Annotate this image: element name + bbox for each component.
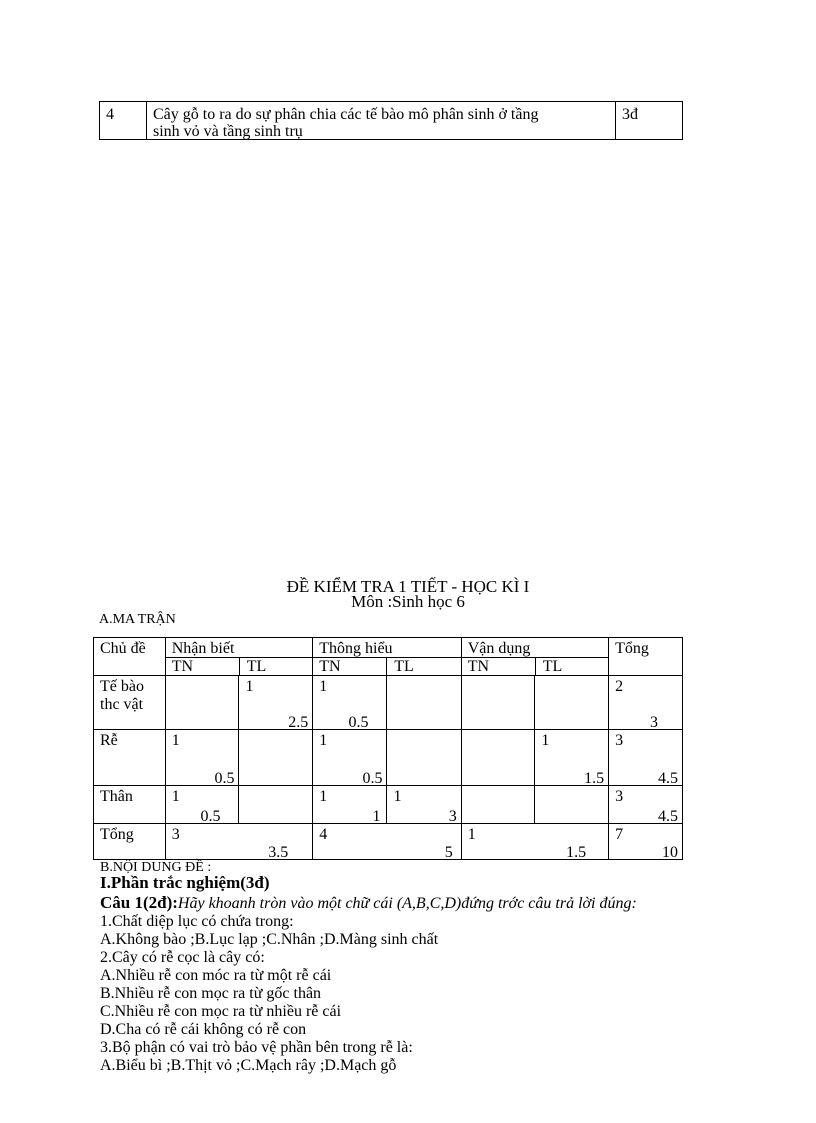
cell-total: 3 4.5	[609, 730, 683, 786]
cell	[239, 786, 313, 824]
q1-instruction: Hãy khoanh tròn vào một chữ cái (A,B,C,D)đứng trớc câu trả lời đúng:	[177, 895, 637, 912]
question-1	[100, 894, 637, 913]
sub-tl: TL	[394, 658, 414, 675]
content-line: 3.Bộ phận có vai trò bảo vệ phần bên trong rễ là:	[100, 1039, 413, 1056]
cell	[387, 676, 461, 730]
cell	[165, 676, 239, 730]
q1-label: Câu 1(2đ):	[100, 893, 178, 912]
content-line: C.Nhiều rễ con mọc ra từ nhiều rễ cái	[100, 1003, 342, 1020]
cell: 3 3.5	[165, 824, 312, 860]
header-total: Tổng	[609, 638, 683, 676]
cell: 1 1.5	[461, 824, 608, 860]
sub-tn: TN	[467, 658, 490, 675]
row-score: 3đ	[616, 102, 683, 140]
sub-tl: TL	[542, 658, 563, 675]
table-row	[94, 786, 683, 824]
row-text-line2: sinh vỏ và tầng sinh trụ	[153, 123, 303, 140]
content-line: B.Nhiều rễ con mọc ra từ gốc thân	[100, 985, 322, 1002]
sub-tn: TN	[319, 658, 341, 675]
section-a-heading: A.MA TRẬN	[99, 612, 176, 627]
exam-title: ĐỀ KIỂM TRA 1 TIẾT - HỌC KÌ I	[286, 577, 530, 596]
table-row	[94, 676, 683, 730]
cell: 1 0.5	[165, 786, 239, 824]
top-question-table	[99, 101, 683, 140]
sub-tn: TN	[171, 658, 194, 675]
cell-total: 3 4.5	[609, 786, 683, 824]
cell	[461, 676, 535, 730]
cell: 1 0.5	[165, 730, 239, 786]
row-label: Tổng	[94, 824, 166, 860]
header-understanding: Thông hiểu TN TL	[313, 638, 461, 676]
cell	[535, 786, 609, 824]
part1-heading: I.Phần trắc nghiệm(3đ)	[100, 873, 270, 892]
sub-tl: TL	[246, 658, 267, 675]
row-label: Thân	[94, 786, 166, 824]
row-text	[147, 102, 616, 140]
cell-total: 7 10	[609, 824, 683, 860]
cell-total: 2 3	[609, 676, 683, 730]
content-line: 1.Chất diệp lục có chứa trong:	[100, 913, 294, 930]
row-number: 4	[100, 102, 147, 140]
cell: 1 0.5	[313, 676, 387, 730]
section-b-heading: B.NỘI DUNG ĐỀ :	[100, 860, 212, 875]
content-line: 2.Cây có rễ cọc là cây có:	[100, 949, 265, 966]
row-label: Tế bào thc vật	[94, 676, 166, 730]
header-application: Vận dụng TN TL	[461, 638, 608, 676]
cell	[535, 676, 609, 730]
exam-subject: Môn :Sinh học 6	[351, 592, 465, 611]
row-text-line1: Cây gỗ to ra do sự phân chia các tế bào mô phân sinh ở tầng	[153, 106, 539, 123]
cell: 1 1	[313, 786, 387, 824]
cell	[461, 730, 535, 786]
table-row	[94, 730, 683, 786]
table-row-total	[94, 824, 683, 860]
cell: 1 0.5	[313, 730, 387, 786]
content-line: A.Biểu bì ;B.Thịt vỏ ;C.Mạch rây ;D.Mạch gỗ	[100, 1057, 397, 1074]
cell	[461, 786, 535, 824]
cell	[387, 730, 461, 786]
assessment-matrix	[93, 637, 683, 860]
content-line: D.Cha có rễ cái không có rễ con	[100, 1021, 307, 1038]
content-line: A.Không bào ;B.Lục lạp ;C.Nhân ;D.Màng sinh chất	[100, 931, 439, 948]
cell: 1 2.5	[239, 676, 313, 730]
header-topic: Chủ đề	[94, 638, 166, 676]
content-line: A.Nhiều rễ con móc ra từ một rễ cái	[100, 967, 332, 984]
cell	[239, 730, 313, 786]
cell: 1 3	[387, 786, 461, 824]
row-label: Rễ	[94, 730, 166, 786]
cell: 4 5	[313, 824, 461, 860]
header-recognition: Nhận biết TN TL	[165, 638, 312, 676]
cell: 1 1.5	[535, 730, 609, 786]
